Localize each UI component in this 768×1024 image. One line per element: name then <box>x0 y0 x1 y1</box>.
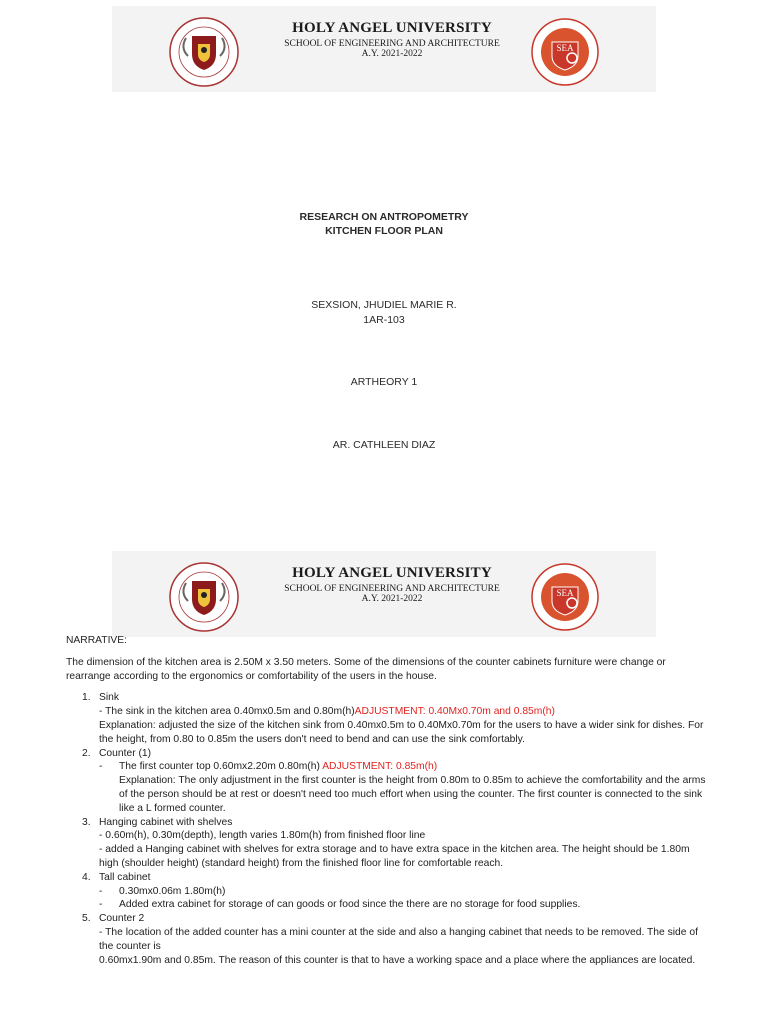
item-line-text: 0.30mx0.06m 1.80m(h) <box>119 885 226 897</box>
item-line-text: 0.60mx1.90m and 0.85m. The reason of this counter is that to have a working space and a place where the appliances are located. <box>99 954 696 966</box>
item-line <box>99 898 706 912</box>
report-title-line2: KITCHEN FLOOR PLAN <box>325 225 443 237</box>
narrative-intro: The dimension of the kitchen area is 2.50M x 3.50 meters. Some of the dimensions of the counter cabinets furniture were change or rearrange according to the ergonomics or comfortability of the users in the house. <box>66 656 666 682</box>
adjustment-text: ADJUSTMENT: 0.40Mx0.70m and 0.85m(h) <box>354 706 555 718</box>
university-header-text <box>262 20 522 59</box>
adjustment-text: ADJUSTMENT: 0.85m(h) <box>322 761 438 773</box>
item-title: Tall cabinet <box>99 871 151 883</box>
item-title: Counter (1) <box>99 747 152 759</box>
school-name: SCHOOL OF ENGINEERING AND ARCHITECTURE <box>284 584 500 594</box>
item-title: Counter 2 <box>99 913 145 925</box>
item-line-text: - The location of the added counter has a mini counter at the side and also a hanging cabinet that needs to be removed. The side of the counter is <box>99 926 698 952</box>
list-item <box>66 816 706 871</box>
academic-year: A.Y. 2021-2022 <box>361 594 423 604</box>
item-line-text: Added extra cabinet for storage of can goods or food since the there are no storage for food supplies. <box>119 899 581 911</box>
dash-marker: - <box>99 899 103 911</box>
sea-seal-icon <box>530 16 600 88</box>
sea-seal-icon <box>530 561 600 633</box>
item-line-text: - added a Hanging cabinet with shelves for extra storage and to have extra space in the kitchen area. The height should be 1.80m high (shoulder height) (standard height) from the finished floor line for comfortable reach. <box>99 844 690 869</box>
item-explanation: Explanation: adjusted the size of the kitchen sink from 0.40mx0.5m to 0.40Mx0.70m for the users to have a wider sink for dishes. For the height, from 0.80 to 0.85m the users don't need to bend and can use the sink comfortably. <box>99 719 704 745</box>
list-item <box>66 871 706 912</box>
item-explanation: Explanation: The only adjustment in the first counter is the height from 0.80m to 0.85m to achieve the comfortability and the arms of the person should be at rest or doesn't need too much effort when using the counter. The first counter is connected to the sink like a L formed counter. <box>119 775 706 814</box>
school-name: SCHOOL OF ENGINEERING AND ARCHITECTURE <box>284 39 500 49</box>
header-banner-2 <box>112 551 656 637</box>
holy-angel-seal-icon <box>168 561 240 633</box>
dash-marker: - <box>99 885 103 897</box>
header-banner <box>112 6 656 92</box>
university-name: HOLY ANGEL UNIVERSITY <box>292 20 492 36</box>
sea-seal-text: SEA <box>556 43 574 53</box>
course-name: ARTHEORY 1 <box>350 376 418 388</box>
item-title: Sink <box>99 692 120 704</box>
narrative-list <box>66 691 706 967</box>
dash-marker: - <box>99 761 103 773</box>
item-number: 5. <box>82 913 91 925</box>
list-item <box>66 912 706 967</box>
holy-angel-seal-icon <box>168 16 240 88</box>
narrative-heading: NARRATIVE: <box>66 635 128 646</box>
item-number: 3. <box>82 816 91 828</box>
item-line <box>99 885 706 899</box>
item-number: 4. <box>82 871 91 883</box>
instructor-name: AR. CATHLEEN DIAZ <box>332 439 436 451</box>
report-title-line1: RESEARCH ON ANTROPOMETRY <box>299 211 469 223</box>
item-title: Hanging cabinet with shelves <box>99 816 233 828</box>
item-line-text: - 0.60m(h), 0.30m(depth), length varies 1.80m(h) from finished floor line <box>99 830 426 842</box>
university-header-text <box>262 565 522 604</box>
section-code: 1AR-103 <box>363 314 405 326</box>
item-line-text: The first counter top 0.60mx2.20m 0.80m(h) <box>119 761 323 773</box>
list-item <box>66 747 706 816</box>
academic-year: A.Y. 2021-2022 <box>361 49 423 59</box>
author-name: SEXSION, JHUDIEL MARIE R. <box>311 299 457 311</box>
item-line-text: - The sink in the kitchen area 0.40mx0.5m and 0.80m(h) <box>99 706 355 718</box>
university-name: HOLY ANGEL UNIVERSITY <box>292 565 492 581</box>
item-number: 2. <box>82 747 91 759</box>
item-line <box>99 760 706 774</box>
item-number: 1. <box>82 692 91 704</box>
narrative-section <box>66 634 706 967</box>
sea-seal-text: SEA <box>556 588 574 598</box>
list-item <box>66 691 706 746</box>
item-line <box>99 705 706 719</box>
